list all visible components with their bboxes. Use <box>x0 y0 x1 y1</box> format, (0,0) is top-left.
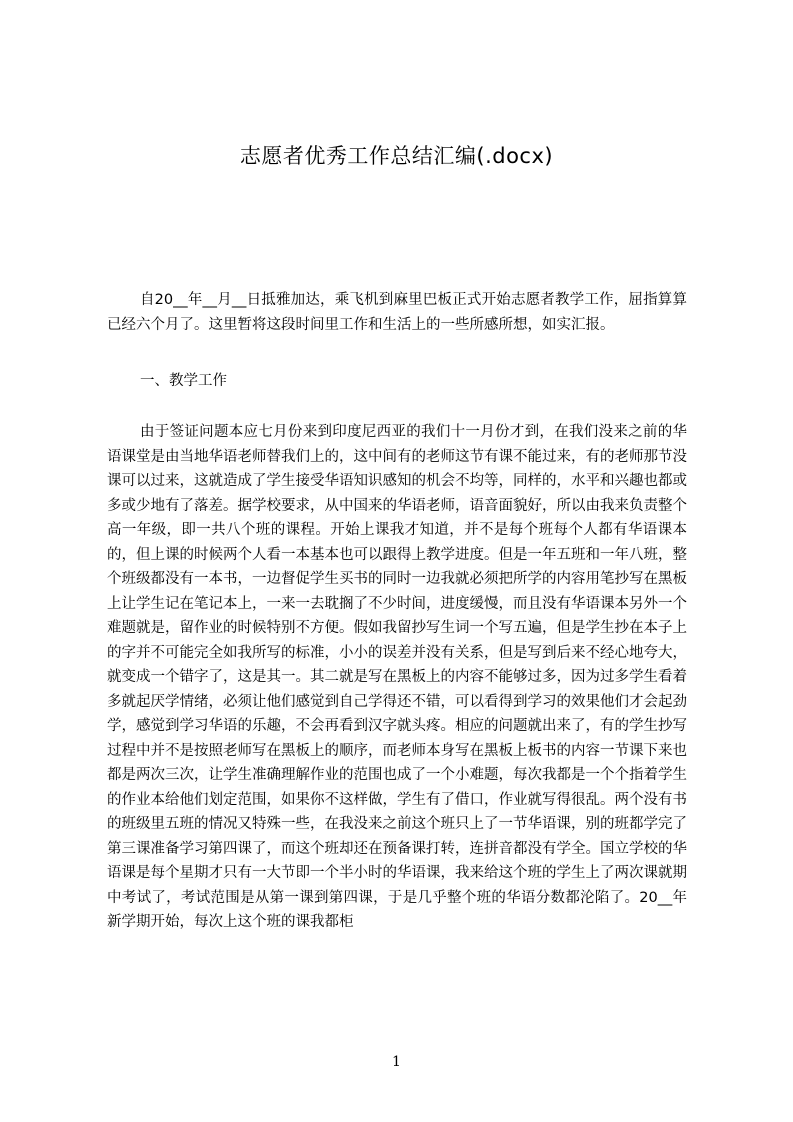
page-number: 1 <box>392 1054 401 1070</box>
section-heading-teaching: 一、教学工作 <box>140 373 227 389</box>
document-title: 志愿者优秀工作总结汇编(.docx) <box>239 144 554 168</box>
teaching-paragraph: 由于签证问题本应七月份来到印度尼西亚的我们十一月份才到，在我们没来之前的华语课堂是由当地华语老师替我们上的，这中间有的老师这节有课不能过来，有的老师那节没课可以过来，这就造成了学生接受华语知识感知的机会不均等，同样的，水平和兴趣也都或多或少地有了落差。据学校要求，从中国来的华语老师，语音面貌好，所以由我来负责整个高一年级，即一共八个班的课程。开始上课我才知道，并不是每个班每个人都有华语课本的，但上课的时候两个人看一本基本也可以跟得上教学进度。但是一年五班和一年八班，整个班级都没有一本书，一边督促学生买书的同时一边我就必须把所学的内容用笔抄写在黑板上让学生记在笔记本上，一来一去耽搁了不少时间，进度缓慢，而且没有华语课本另外一个难题就是，留作业的时候特别不方便。假如我留抄写生词一个写五遍，但是学生抄在本子上的字并不可能完全如我所写的标准，小小的误差并没有关系，但是写到后来不经心地夸大，就变成一个错字了，这是其一。其二就是写在黑板上的内容不能够过多，因为过多学生看着多就起厌学情绪，必须让他们感觉到自己学得还不错，可以看得到学习的效果他们才会起劲学，感觉到学习华语的乐趣，不会再看到汉字就头疼。相应的问题就出来了，有的学生抄写过程中并不是按照老师写在黑板上的顺序，而老师本身写在黑板上板书的内容一节课下来也都是两次三次，让学生准确理解作业的范围也成了一个小难题，每次我都是一个个指着学生的作业本给他们划定范围，如果你不这样做，学生有了借口，作业就写得很乱。两个没有书的班级里五班的情况又特殊一些，在我没来之前这个班只上了一节华语课，别的班都学完了第三课准备学习第四课了，而这个班却还在预备课打转，连拼音都没有学全。国立学校的华语课是每个星期才只有一大节即一个半小时的华语课，我来给这个班的学生上了两次课就期中考试了，考试范围是从第一课到第四课，于是几乎整个班的华语分数都沦陷了。20__年新学期开始，每次上这个班的课我都柜 <box>107 424 687 930</box>
intro-paragraph: 自20__年__月__日抵雅加达，乘飞机到麻里巴板正式开始志愿者教学工作，屈指算算已经六个月了。这里暂将这段时间里工作和生活上的一些所感所想，如实汇报。 <box>107 292 687 333</box>
